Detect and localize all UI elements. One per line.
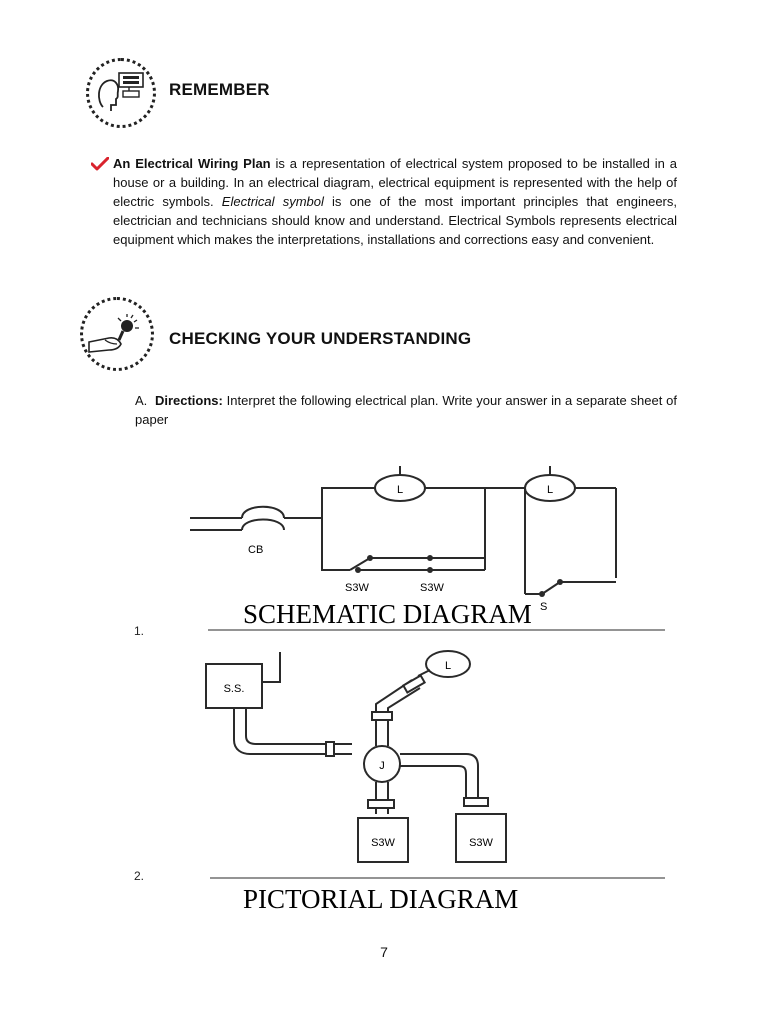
wiring-plan-term: An Electrical Wiring Plan: [113, 156, 271, 171]
directions-paragraph: [135, 391, 677, 429]
directions-label: Directions:: [154, 393, 223, 408]
checking-title: CHECKING YOUR UNDERSTANDING: [169, 329, 472, 348]
item-letter: A.: [135, 393, 148, 408]
pictorial-switch-1-label: S3W: [371, 837, 395, 849]
pictorial-caption: PICTORIAL DIAGRAM: [243, 884, 519, 914]
remember-paragraph: [113, 154, 677, 249]
remember-icon: [86, 58, 156, 128]
lamp-1-label: L: [396, 484, 404, 496]
hand-bulb-icon: [83, 300, 151, 368]
head-thinking-icon: [89, 61, 153, 125]
directions-text: Interpret the following electrical plan. Write your answer in a separate sheet of paper: [135, 393, 677, 427]
checkmark-icon: [91, 157, 109, 176]
switch-3-label: S: [540, 601, 548, 613]
remember-text-1: is a representation of electrical system proposed to be installed in a house or a building. In an electrical diagram, electrical equipment is represented with the help of electric symbols.: [113, 156, 677, 209]
remember-text-2: is one of the most important principles that engineers, electrician and technicians should know and understand. Electrical Symbols represents electrical equipment which makes the interpretations, installations and corrections easy and convenient.: [113, 194, 677, 247]
pictorial-switch-2-label: S3W: [469, 837, 493, 849]
lamp-2-label: L: [546, 484, 554, 496]
breaker-label: CB: [248, 544, 264, 556]
schematic-caption: SCHEMATIC DIAGRAM: [243, 599, 532, 629]
checking-icon: [80, 297, 154, 371]
remember-title: REMEMBER: [169, 80, 270, 99]
page-number: 7: [380, 944, 388, 960]
electrical-symbol-term: Electrical symbol: [221, 194, 324, 209]
junction-label: J: [379, 760, 385, 772]
switch-2-label: S3W: [420, 582, 444, 594]
pictorial-diagram: [130, 642, 690, 887]
service-label: S.S.: [223, 683, 245, 695]
item-1-number: 1.: [134, 624, 145, 638]
item-2-number: 2.: [134, 869, 145, 883]
pictorial-lamp-label: L: [444, 660, 452, 672]
switch-1-label: S3W: [345, 582, 369, 594]
